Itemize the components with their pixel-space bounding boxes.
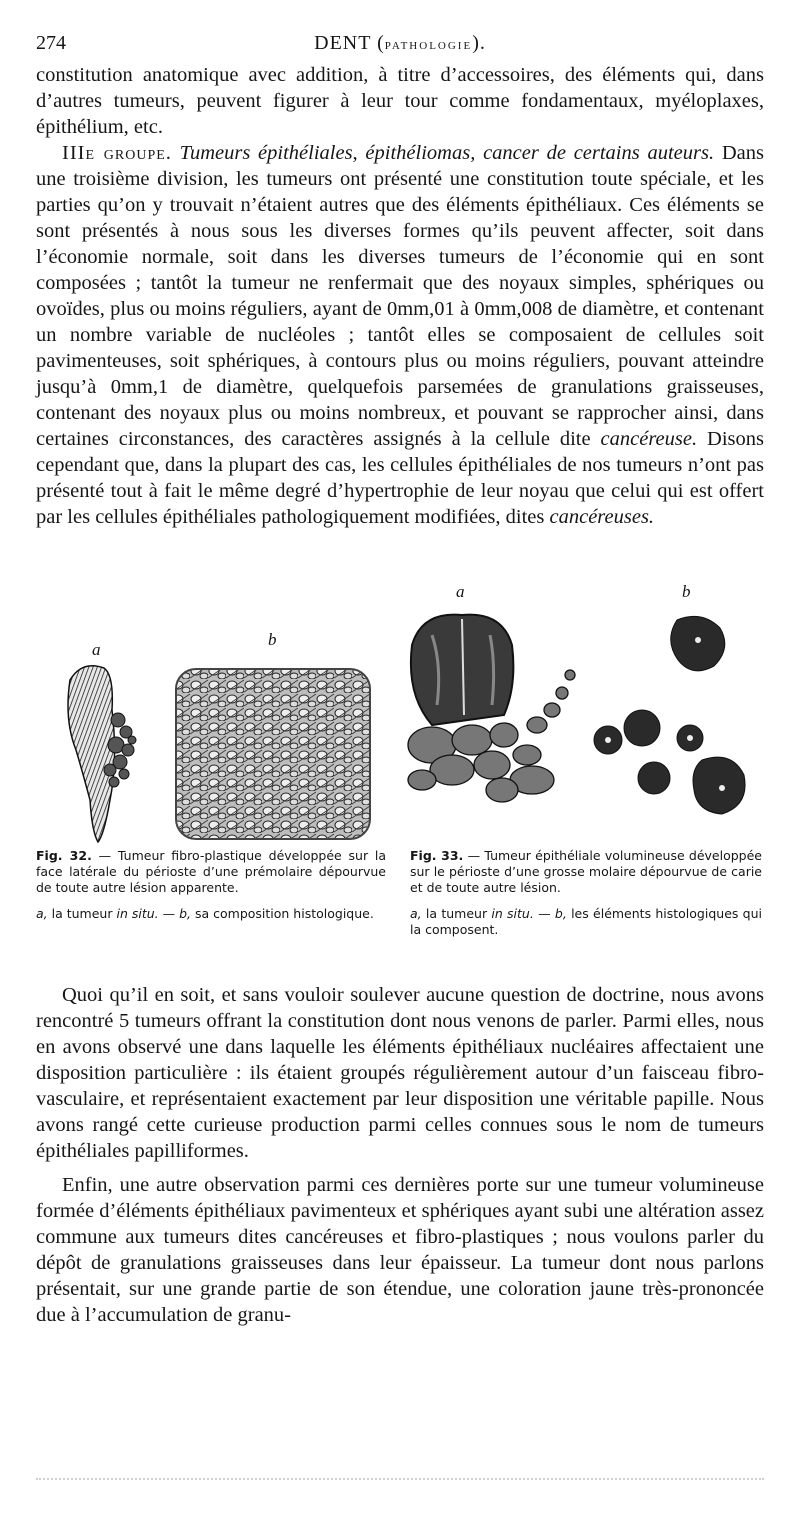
- fig32a-tooth-illustration: [52, 650, 164, 845]
- fig33b-cells-illustration: [582, 600, 762, 828]
- fig33a-tumor-illustration: [392, 605, 602, 820]
- paragraph-papilliform: Quoi qu’il en soit, et sans vouloir soulever aucune question de doctrine, nous avons rencontré 5 tumeurs offrant la constitution dont nous venons de parler. Parmi elles, nous en avons observé une dans laquelle les éléments épithéliaux nucléaires affectaient une disposition particulière : ils étaient groupés régulièrement autour d’un faisceau fibro-vasculaire, et représentaient exactement par leur disposition une véritable papille. Nous avons rangé cette curieuse production parmi celles connues sous le nom de tumeurs épithéliales papilliformes.: [36, 984, 764, 1162]
- running-header: [36, 30, 764, 56]
- group-label: IIIe groupe.: [62, 142, 172, 164]
- fig32-label-a: a: [92, 640, 101, 659]
- fig33-label-a: a: [456, 582, 465, 601]
- page-bottom-edge: [36, 1478, 764, 1486]
- fig33-caption: Fig. 33. — Tumeur épithéliale volumineuse développée sur le périoste d’une grosse molaire dépourvue de carie et de toute autre lésion. a, la tumeur in situ. — b, les éléments histologiques qui la composent.: [410, 848, 763, 937]
- page-number: 274: [36, 32, 66, 54]
- fig32b-histology-illustration: [172, 665, 374, 843]
- paragraph-third-group: IIIe groupe. Tumeurs épithéliales, épithéliomas, cancer de certains auteurs. Dans une troisième division, les tumeurs ont présenté une constitution toute spéciale, et les parties qu’on y trouvait n’étaient autres que des éléments épithéliaux. Ces éléments se sont présentés à nous sous les diverses formes qu’ils peuvent affecter, soit dans l’économie normale, soit dans les diverses tumeurs de l’économie qui en sont composées ; tantôt la tumeur ne renfermait que des noyaux simples, sphériques ou ovoïdes, plus ou moins réguliers, ayant de 0mm,01 à 0mm,008 de diamètre, et contenant un nombre variable de nucléoles ; tantôt elles se composaient de cellules soit pavimenteuses, soit sphériques, à contours plus ou moins réguliers, pouvant atteindre jusqu’à 0mm,1 de diamètre, quelquefois parsemées de granulations graisseuses, contenant des noyaux plus ou moins nombreux, et pouvant se rapprocher ainsi, dans certaines circonstances, des caractères assignés à la cellule dite cancéreuse. Disons cependant que, dans la plupart des cas, les cellules épithéliales de nos tumeurs n’ont pas présenté tout à fait le même degré d’hypertrophie de leur noyau que celui qui est offert par les cellules épithéliales pathologiquement modifiées, dites cancéreuses.: [36, 142, 764, 528]
- paragraph-continuation: constitution anatomique avec addition, à titre d’accessoires, des éléments qui, dans d’autres tumeurs, peuvent figurer à leur tour comme fondamentaux, myéloplaxes, épithélium, etc.: [36, 64, 764, 138]
- upper-text-block: [36, 62, 764, 530]
- paragraph-fatty-granulations: Enfin, une autre observation parmi ces dernières porte sur une tumeur volumineuse formée d’éléments épithéliaux pavimenteux et sphériques ayant subi une altération assez commune aux tumeurs dites cancéreuses et fibro-plastiques ; nous voulons parler du dépôt de granulations graisseuses dans leur épaisseur. La tumeur dont nous parlons présentait, sur une grande partie de son étendue, une coloration jaune très-prononcée due à l’accumulation de granu-: [36, 1174, 764, 1326]
- group-title: Tumeurs épithéliales, épithéliomas, cancer de certains auteurs.: [179, 142, 715, 164]
- fig32-label-b: b: [268, 630, 277, 649]
- fig33-label-b: b: [682, 582, 691, 601]
- running-title: DENT (pathologie).: [314, 32, 486, 54]
- fig32-caption: Fig. 32. — Tumeur fibro-plastique développée sur la face latérale du périoste d’une prémolaire dépourvue de toute autre lésion apparente. a, la tumeur in situ. — b, sa composition histologique.: [36, 848, 386, 921]
- lower-text-block: [36, 982, 764, 1328]
